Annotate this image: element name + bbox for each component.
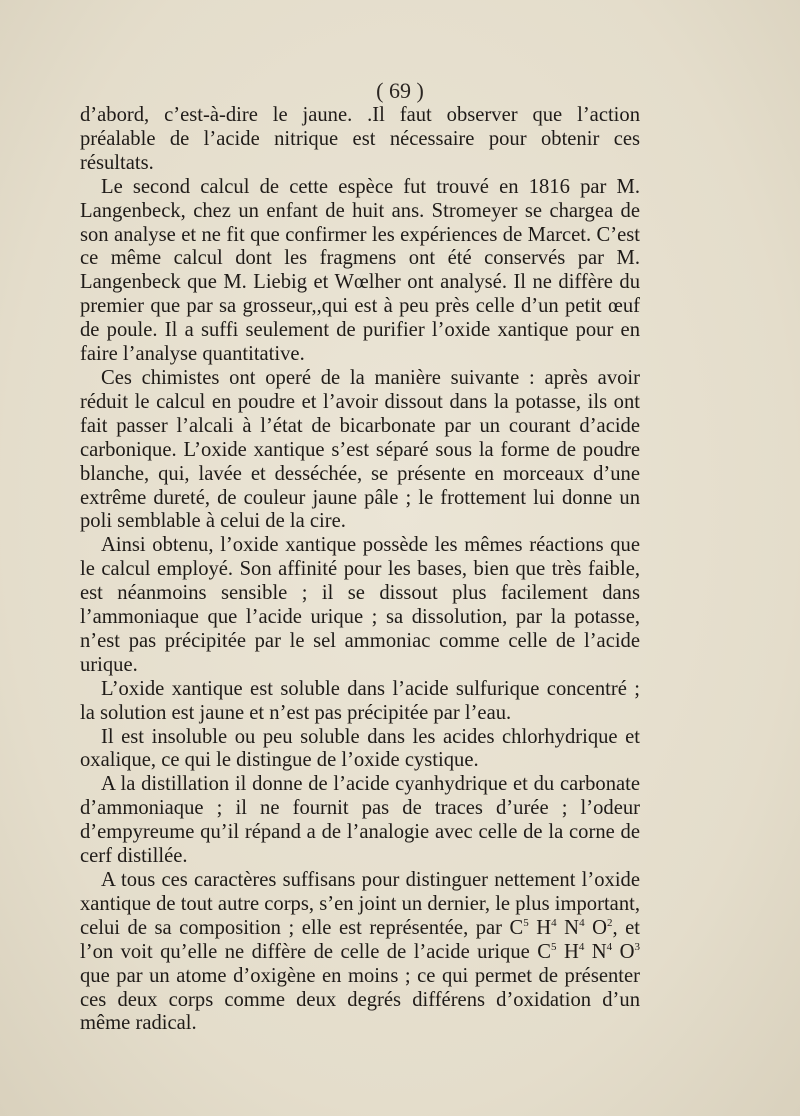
text-segment: que par un atome d’oxigène en moins ; ce qui permet de présenter ces deux corps comme deux degrés différens d’oxidation d’un même radical. <box>80 964 640 1035</box>
paragraph-composition <box>80 869 640 1036</box>
page-number: ( 69 ) <box>376 78 424 103</box>
formula-superscript: 3 <box>634 940 640 953</box>
body-text <box>80 104 640 1036</box>
paragraph: L’oxide xantique est soluble dans l’acide sulfurique concentré ; la solution est jaune et n’est pas précipitée par l’eau. <box>80 677 640 724</box>
formula-superscript: 5 <box>550 940 557 953</box>
paragraph: A la distillation il donne de l’acide cyanhydrique et du carbonate d’ammoniaque ; il ne fournit pas de traces d’urée ; l’odeur d’empyreume qu’il répand a de l’analogie avec celle de la corne de cerf distillée. <box>80 773 640 868</box>
formula-superscript: 4 <box>606 940 613 953</box>
paragraph: Il est insoluble ou peu soluble dans les acides chlorhydrique et oxalique, ce qui le distingue de l’oxide cystique. <box>80 725 640 772</box>
text-segment: O <box>612 940 635 963</box>
formula-superscript: 5 <box>523 916 529 929</box>
text-segment: A tous ces caractères suffisans pour distinguer nettement l’oxide xantique de tout autre corps, s’en joint un dernier, le plus important, celui de sa composition ; elle est représentée, par C <box>80 869 640 939</box>
formula-superscript: 4 <box>551 916 557 929</box>
text-segment: N <box>556 916 580 939</box>
text-segment: H <box>528 916 552 939</box>
paragraph: Le second calcul de cette espèce fut trouvé en 1816 par M. Langenbeck, chez un enfant de huit ans. Stromeyer se chargea de son analyse et ne fit que confirmer les expériences de Marcet. C’est ce même calcul dont les fragmens ont été conservés par M. Langenbeck que M. Liebig et Wœlher ont analysé. Il ne diffère du premier que par sa grosseur,,qui est à peu près celle d’un petit œuf de poule. Il a suffi seulement de purifier l’oxide xantique pour en faire l’analyse quantitative. <box>80 175 640 366</box>
formula-superscript: 4 <box>579 916 585 929</box>
formula-superscript: 4 <box>578 940 585 953</box>
paragraph: Ces chimistes ont operé de la manière suivante : après avoir réduit le calcul en poudre et l’avoir dissout dans la potasse, ils ont fait passer l’alcali à l’état de bicarbonate par un courant d’acide carbonique. L’oxide xantique s’est séparé sous la forme de poudre blanche, qui, lavée et desséchée, se présente en morceaux d’une extrême dureté, de couleur jaune pâle ; le frottement lui donne un poli semblable à celui de la cire. <box>80 366 640 533</box>
text-segment: , et l’on voit qu’elle ne diffère de celle de l’acide urique C <box>80 916 640 963</box>
paragraph: Ainsi obtenu, l’oxide xantique possède les mêmes réactions que le calcul employé. Son affinité pour les bases, bien que très faible, est néanmoins sensible ; il se dissout plus facilement dans l’ammoniaque que l’acide urique ; sa dissolution, par la potasse, n’est pas précipitée par le sel ammoniac comme celle de l’acide urique. <box>80 534 640 676</box>
text-segment: H <box>556 940 579 963</box>
paragraph: d’abord, c’est-à-dire le jaune. .Il faut observer que l’action préalable de l’acide nitrique est nécessaire pour obtenir ces résultats. <box>80 104 640 174</box>
formula-superscript: 2 <box>606 916 613 929</box>
text-segment: O <box>584 916 607 939</box>
text-segment: N <box>584 940 607 963</box>
